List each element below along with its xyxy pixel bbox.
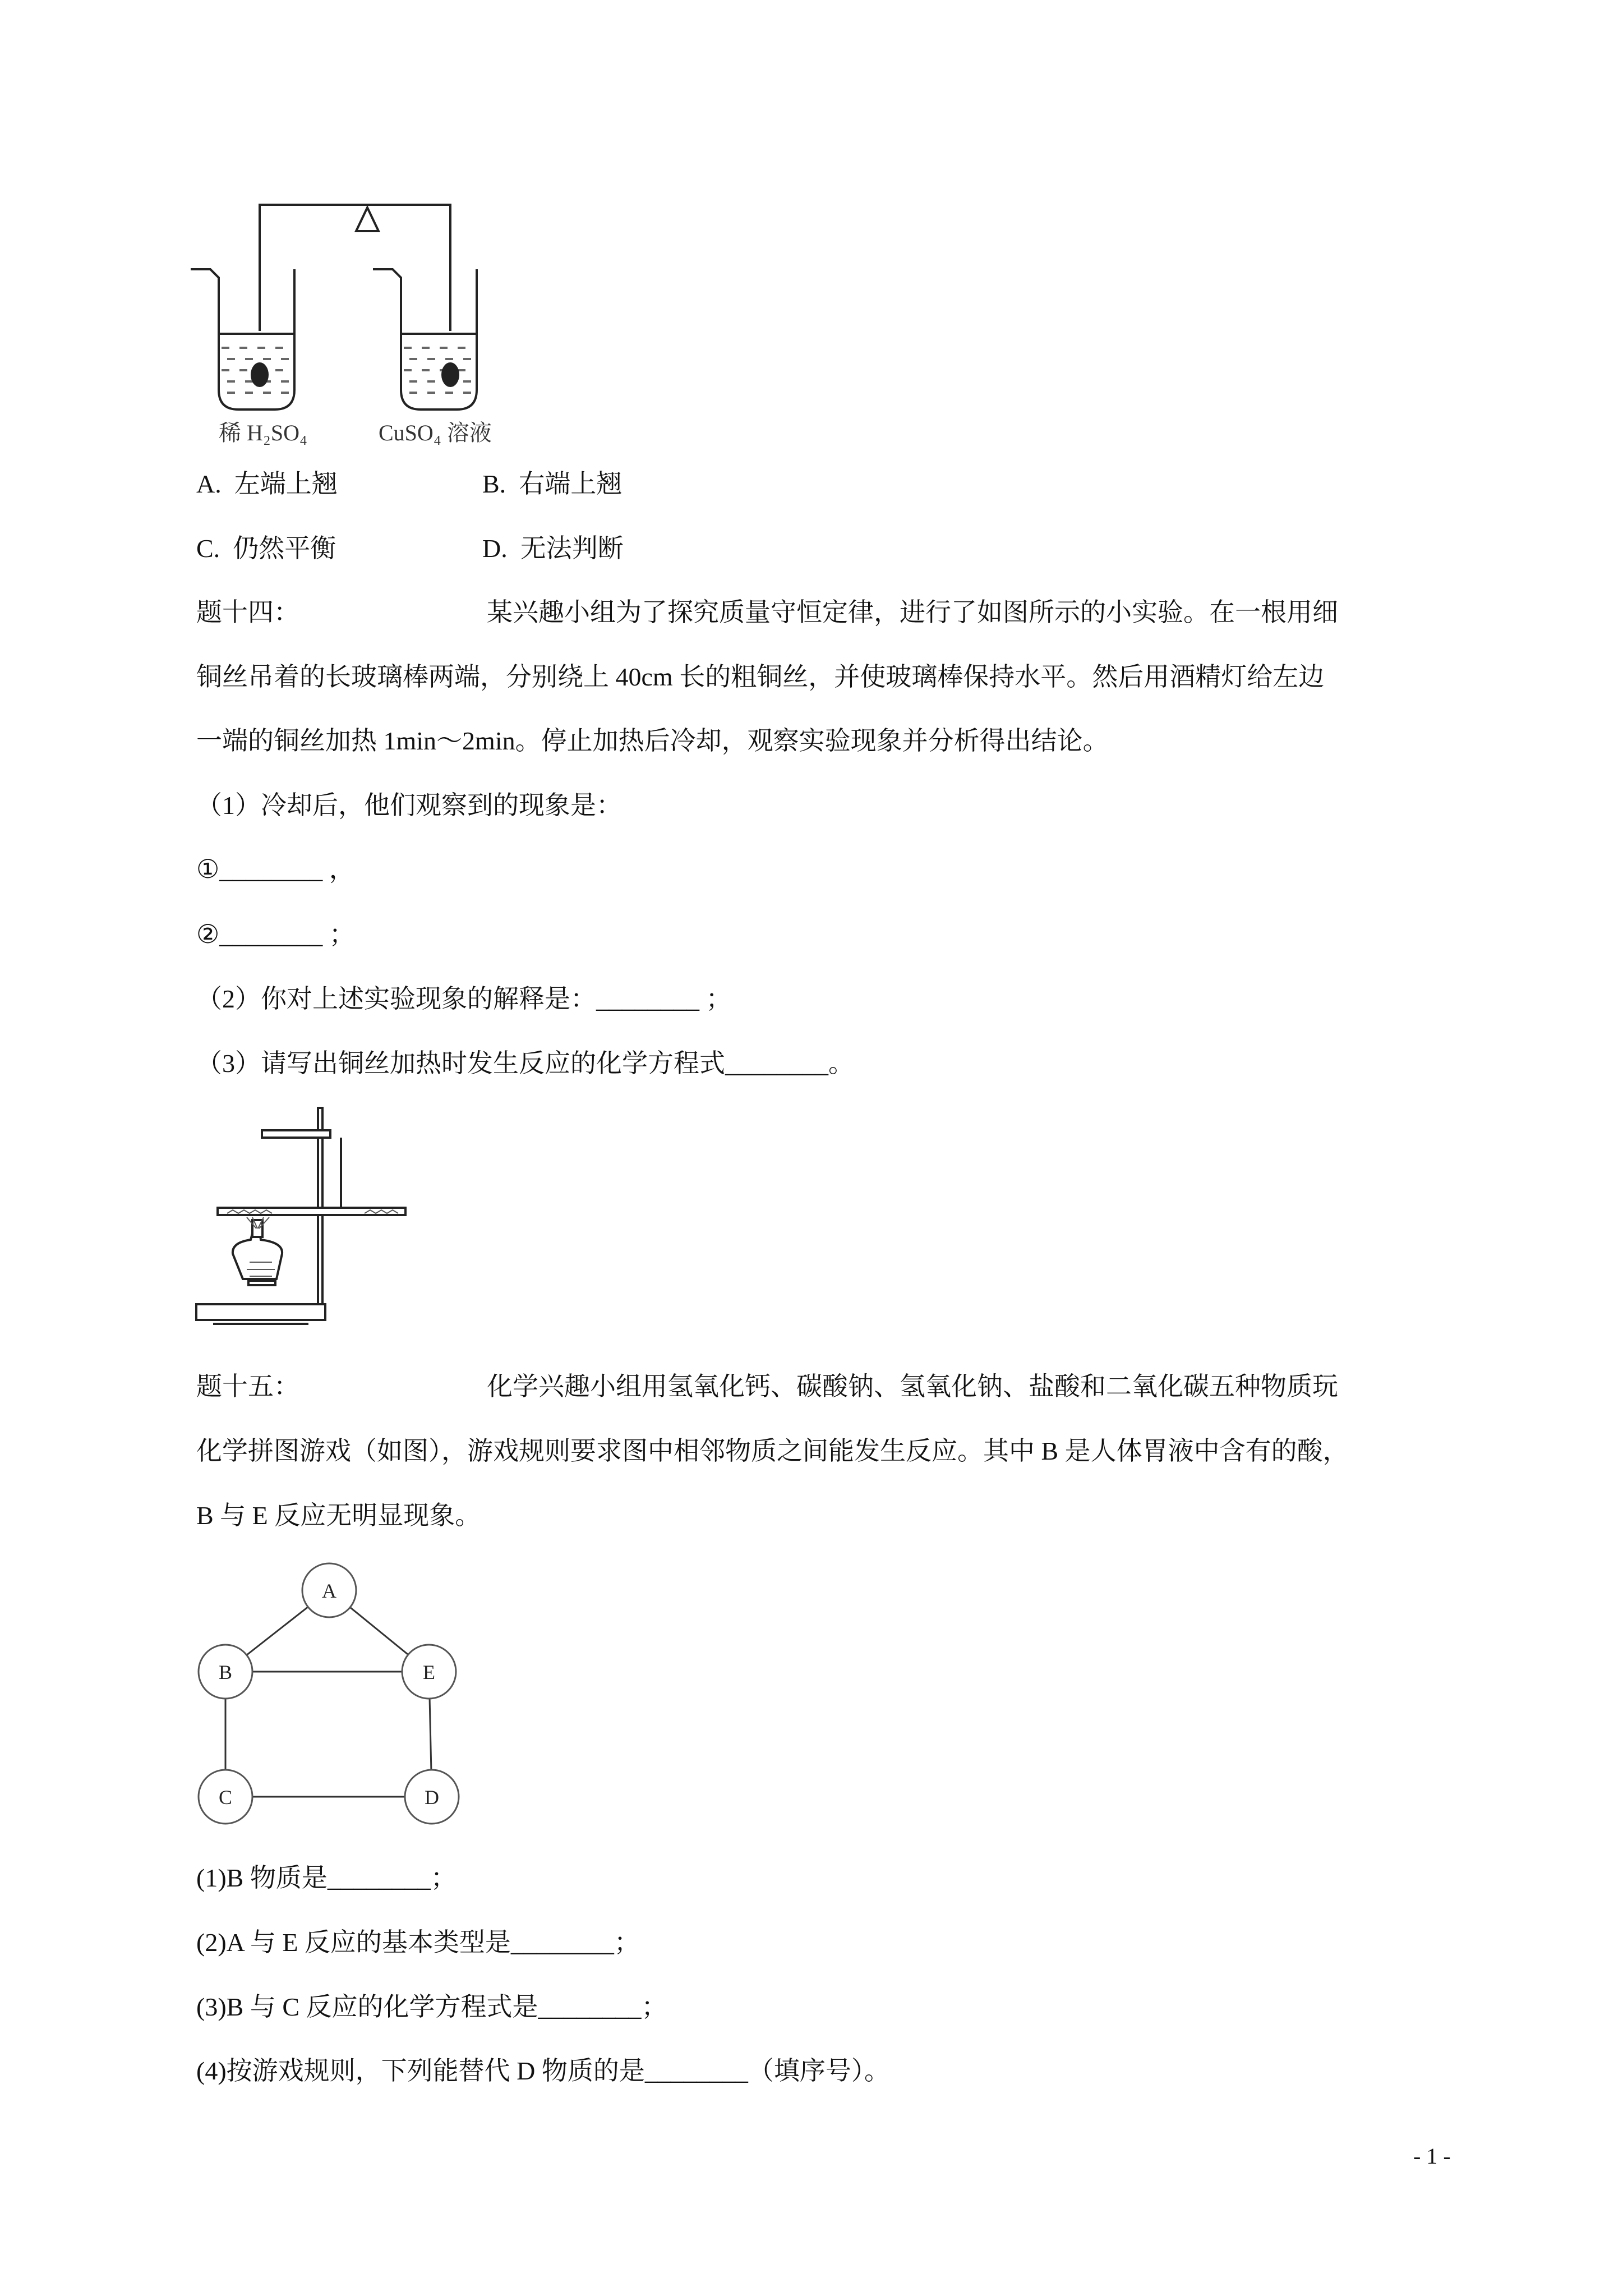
glass-rod-stand-figure [193,1102,485,1338]
node-e [402,1645,456,1699]
option-d: D. 无法判断 [482,534,624,563]
label-dilute-h2so4: 稀 H₂SO₄ [219,420,307,445]
page-number: - 1 - [1413,2143,1451,2169]
svg-text:C: C [218,1786,233,1809]
metal-ball-left [251,362,269,387]
q15-title: 题十五： [196,1372,299,1401]
q14-item: （2）你对上述实验现象的解释是：________ ； [196,984,732,1013]
q14-intro-line1: 题十四： 某兴趣小组为了探究质量守恒定律，进行了如图所示的小实验。在一根用细 [196,596,1338,629]
q14-intro-line3: 一端的铜丝加热 1min～2min。停止加热后冷却，观察实验现象并分析得出结论。 [196,726,1109,755]
balance-beaker-figure [188,185,592,454]
q15-item: (4)按游戏规则，下列能替代 D 物质的是________（填序号）。 [196,2056,890,2085]
svg-text:D: D [425,1786,439,1809]
q15-item: (1)B 物质是________； [196,1864,457,1892]
q14-item: ①________ ， [196,855,355,884]
svg-text:B: B [218,1661,233,1683]
q14-title: 题十四： [196,598,299,627]
node-a [302,1563,356,1617]
q15-item: (2)A 与 E 反应的基本类型是________； [196,1928,640,1957]
label-cuso4: CuSO₄ 溶液 [379,420,492,445]
node-d [405,1770,459,1824]
options-row-ab [196,467,623,501]
q14-intro-line2: 铜丝吊着的长玻璃棒两端，分别绕上 40cm 长的粗铜丝，并使玻璃棒保持水平。然后用酒精灯给左边 [196,662,1325,691]
node-b [199,1645,252,1699]
option-a: A. 左端上翘 [196,470,338,498]
option-c: C. 仍然平衡 [196,534,336,563]
q15-intro-line3: B 与 E 反应无明显现象。 [196,1501,481,1530]
option-b: B. 右端上翘 [482,470,623,498]
node-c [199,1770,252,1824]
q15-intro-line1: 题十五： 化学兴趣小组用氢氧化钙、碳酸钠、氢氧化钠、盐酸和二氧化碳五种物质玩 [196,1370,1338,1404]
q14-item: ②________ ； [196,920,355,949]
options-row-cd [196,532,624,565]
svg-text:E: E [423,1661,435,1683]
q14-item: （3）请写出铜丝加热时发生反应的化学方程式________。 [196,1049,854,1078]
svg-text:A: A [322,1580,336,1602]
metal-ball-right [441,362,459,387]
q15-item: (3)B 与 C 反应的化学方程式是________； [196,1993,667,2021]
puzzle-graph-figure [191,1557,471,1843]
q14-item: （1）冷却后，他们观察到的现象是： [196,791,622,820]
q15-intro-line2: 化学拼图游戏（如图），游戏规则要求图中相邻物质之间能发生反应。其中 B 是人体胃液中含有的酸， [196,1437,1349,1465]
